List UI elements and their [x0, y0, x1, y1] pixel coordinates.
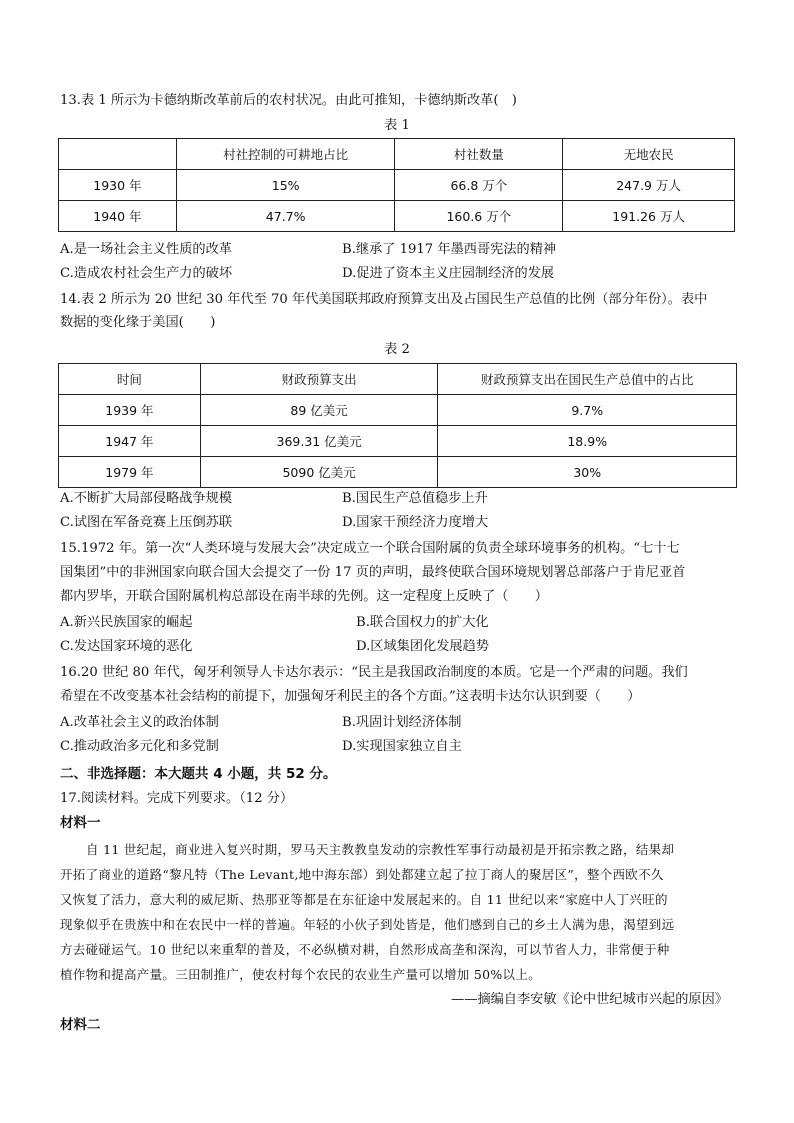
table-row	[59, 201, 735, 232]
table1-header-cell	[59, 139, 177, 170]
table-cell: 47.7%	[176, 201, 395, 232]
table-row	[59, 170, 735, 201]
table2-header-cell: 财政预算支出在国民生产总值中的占比	[438, 364, 737, 395]
table-cell: 1930 年	[59, 170, 177, 201]
table1-title: 表 1	[384, 118, 410, 133]
q15-option-a: A.新兴民族国家的崛起	[60, 615, 193, 630]
q16-line2: 希望在不改变基本社会结构的前提下，加强匈牙利民主的各个方面。”这表明卡达尔认识到要（ ）	[60, 689, 641, 704]
table1-header-cell: 无地农民	[563, 139, 735, 170]
material1-line: 现象似乎在贵族中和在农民中一样的普遍。年轻的小伙子到处皆是，他们感到自己的乡土人满为患，渴望到远	[60, 917, 675, 932]
table-cell: 9.7%	[438, 395, 737, 426]
table2-title: 表 2	[384, 342, 410, 357]
q15-line3: 都内罗毕，开联合国附属机构总部设在南半球的先例。这一定程度上反映了（ ）	[60, 589, 548, 604]
q16-option-c: C.推动政治多元化和多党制	[60, 739, 219, 754]
material1-line: 方去碰碰运气。10 世纪以来重犁的普及，不必纵横对耕，自然形成高垄和深沟，可以节省人力，非常便于种	[60, 942, 670, 957]
table-row	[59, 395, 737, 426]
q13-stem: 13.表 1 所示为卡德纳斯改革前后的农村状况。由此可推知，卡德纳斯改革( )	[60, 93, 517, 108]
table-row	[59, 457, 737, 488]
q14-option-d: D.国家干预经济力度增大	[342, 515, 489, 530]
q14-option-c: C.试图在军备竞赛上压倒苏联	[60, 515, 233, 530]
q16-option-a: A.改革社会主义的政治体制	[60, 715, 219, 730]
table-cell: 1940 年	[59, 201, 177, 232]
table-cell: 15%	[176, 170, 395, 201]
section2-heading: 二、非选择题：本大题共 4 小题，共 52 分。	[60, 766, 337, 782]
material1-line: 自 11 世纪起，商业进入复兴时期，罗马天主教教皇发动的宗教性军事行动最初是开拓宗教之路，结果却	[86, 842, 675, 857]
q15-option-d: D.区域集团化发展趋势	[356, 639, 489, 654]
q14-option-a: A.不断扩大局部侵略战争规模	[60, 491, 232, 506]
q14-stem-line2: 数据的变化缘于美国( )	[60, 315, 216, 330]
q16-option-b: B.巩固计划经济体制	[342, 715, 462, 730]
table-cell: 18.9%	[438, 426, 737, 457]
table1-header-cell: 村社控制的可耕地占比	[176, 139, 395, 170]
table-cell: 1979 年	[59, 457, 201, 488]
q13-option-c: C.造成农村社会生产力的破坏	[60, 266, 233, 281]
q16-option-d: D.实现国家独立自主	[342, 739, 462, 754]
q13-option-b: B.继承了 1917 年墨西哥宪法的精神	[342, 242, 557, 257]
q15-option-b: B.联合国权力的扩大化	[356, 615, 489, 630]
table1-header-row	[59, 139, 735, 170]
table-cell: 191.26 万人	[563, 201, 735, 232]
q15-line1: 15.1972 年。第一次“人类环境与发展大会”决定成立一个联合国附属的负责全球环境事务的机构。“七十七	[60, 541, 680, 556]
table-cell: 89 亿美元	[200, 395, 438, 426]
q13-option-d: D.促进了资本主义庄园制经济的发展	[342, 266, 555, 281]
table2-header-cell: 财政预算支出	[200, 364, 438, 395]
table-cell: 160.6 万个	[395, 201, 563, 232]
table-cell: 369.31 亿美元	[200, 426, 438, 457]
q15-option-c: C.发达国家环境的恶化	[60, 639, 193, 654]
table-cell: 1939 年	[59, 395, 201, 426]
table2	[58, 363, 737, 488]
q17-stem: 17.阅读材料。完成下列要求。（12 分）	[60, 791, 294, 806]
material1-line: 植作物和提高产量。三田制推广，使农村每个农民的农业生产量可以增加 50%以上。	[60, 967, 541, 982]
material1-title: 材料一	[60, 815, 101, 831]
material2-title: 材料二	[60, 1017, 101, 1033]
q14-option-b: B.国民生产总值稳步上升	[342, 491, 488, 506]
table-cell: 66.8 万个	[395, 170, 563, 201]
table-row	[59, 426, 737, 457]
q14-stem-line1: 14.表 2 所示为 20 世纪 30 年代至 70 年代美国联邦政府预算支出及占国民生产总值的比例（部分年份）。表中	[60, 292, 708, 307]
table1	[58, 138, 735, 232]
table-cell: 1947 年	[59, 426, 201, 457]
material1-source: ——摘编自李安敏《论中世纪城市兴起的原因》	[451, 992, 728, 1007]
table2-header-row	[59, 364, 737, 395]
table2-header-cell: 时间	[59, 364, 201, 395]
q15-line2: 国集团”中的非洲国家向联合国大会提交了一份 17 页的声明，最终使联合国环境规划署总部落户于肯尼亚首	[60, 565, 686, 580]
table-cell: 247.9 万人	[563, 170, 735, 201]
table-cell: 30%	[438, 457, 737, 488]
material1-line: 开拓了商业的道路“黎凡特（The Levant,地中海东部）到处都建立起了拉丁商人的聚居区”，整个西欧不久	[60, 867, 664, 882]
table1-header-cell: 村社数量	[395, 139, 563, 170]
table-cell: 5090 亿美元	[200, 457, 438, 488]
q13-option-a: A.是一场社会主义性质的改革	[60, 242, 232, 257]
material1-line: 又恢复了活力，意大利的威尼斯、热那亚等都是在东征途中发展起来的。自 11 世纪以来“家庭中人丁兴旺的	[60, 892, 668, 907]
q16-line1: 16.20 世纪 80 年代，匈牙利领导人卡达尔表示：“民主是我国政治制度的本质。它是一个严肃的问题。我们	[60, 665, 688, 680]
